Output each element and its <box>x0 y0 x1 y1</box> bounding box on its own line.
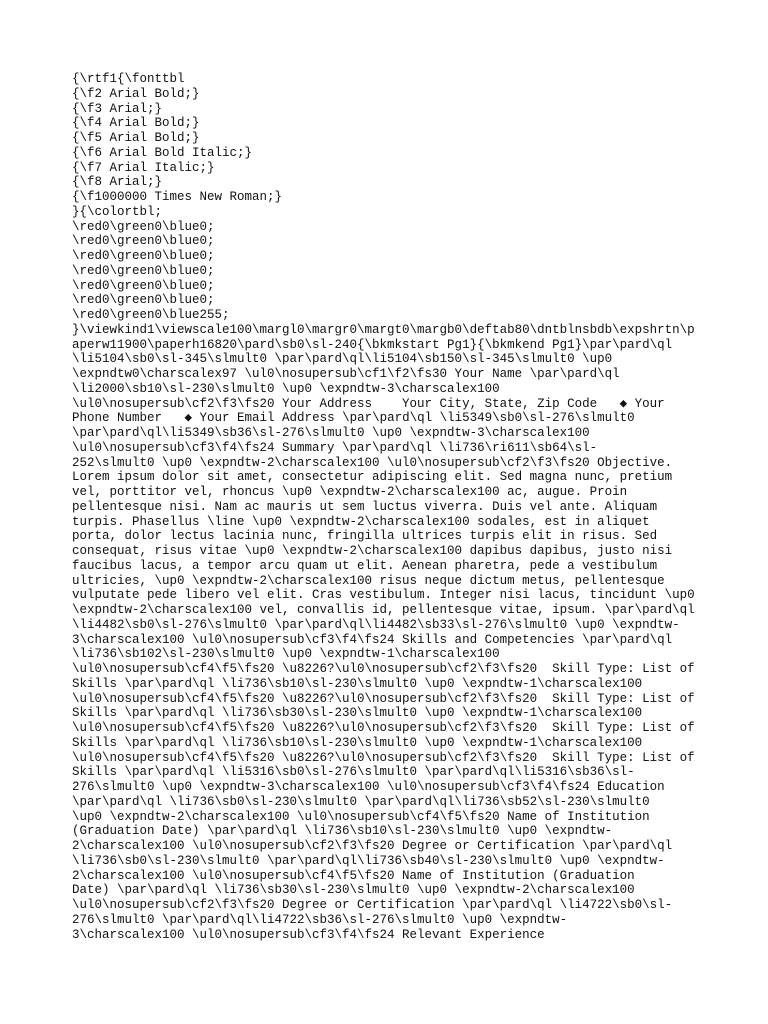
text-line: \red0\green0\blue0; <box>72 249 215 263</box>
text-line: Lorem ipsum dolor sit amet, consectetur adipiscing elit. Sed magna nunc, pretium <box>72 470 673 485</box>
text-line: Skills \par\pard\ql \li736\sb10\sl-230\slmult0 \up0 \expndtw-1\charscalex100 <box>72 735 643 750</box>
text-line: {\f6 Arial Bold Italic;} <box>72 145 253 160</box>
text-line: \red0\green0\blue0; <box>72 293 215 308</box>
text-line: {\rtf1{\fonttbl <box>72 72 185 86</box>
text-line: \ul0\nosupersub\cf4\f5\fs20 \u8226?\ul0\nosupersub\cf2\f3\fs20 Skill Type: List of <box>72 691 695 706</box>
text-line: porta, dolor lectus lacinia nunc, fringilla ultrices turpis elit in risus. Sed <box>72 529 658 544</box>
text-line: \par\pard\ql\li5349\sb36\sl-276\slmult0 \up0 \expndtw-3\charscalex100 <box>72 426 590 440</box>
text-line: Skills \par\pard\ql \li736\sb30\sl-230\slmult0 \up0 \expndtw-1\charscalex100 <box>72 706 643 721</box>
text-line: \ul0\nosupersub\cf2\f3\fs20 Your Address Your City, State, Zip Code ◆ Your <box>72 396 665 411</box>
text-line: \expndtw0\charscalex97 \ul0\nosupersub\cf1\f2\fs30 Your Name \par\pard\ql <box>72 367 620 381</box>
text-line: }\viewkind1\viewscale100\margl0\margr0\margt0\margb0\deftab80\dntblnsbdb\expshrtn\p <box>72 322 695 337</box>
text-line: vel, porttitor vel, rhoncus \up0 \expndtw-2\charscalex100 ac, augue. Proin <box>72 485 628 499</box>
text-line: {\f3 Arial;} <box>72 101 163 116</box>
text-line: consequat, risus vitae \up0 \expndtw-2\charscalex100 dapibus dapibus, justo nisi <box>72 544 673 558</box>
text-line: }{\colortbl; <box>72 204 163 219</box>
text-line: 276\slmult0 \par\pard\ql\li4722\sb36\sl-276\slmult0 \up0 \expndtw- <box>72 912 568 927</box>
text-line: 252\slmult0 \up0 \expndtw-2\charscalex100 \ul0\nosupersub\cf2\f3\fs20 Objective. <box>72 455 673 470</box>
text-line: ultricies, \up0 \expndtw-2\charscalex100 risus neque dictum metus, pellentesque <box>72 573 665 588</box>
text-line: 276\slmult0 \up0 \expndtw-3\charscalex100 \ul0\nosupersub\cf3\f4\fs24 Education <box>72 780 665 794</box>
text-line: (Graduation Date) \par\pard\ql \li736\sb10\sl-230\slmult0 \up0 \expndtw- <box>72 824 613 839</box>
text-line: \red0\green0\blue0; <box>72 263 215 278</box>
text-line: 2\charscalex100 \ul0\nosupersub\cf4\f5\fs20 Name of Institution (Graduation <box>72 868 635 883</box>
text-line: \ul0\nosupersub\cf4\f5\fs20 \u8226?\ul0\nosupersub\cf2\f3\fs20 Skill Type: List of <box>72 721 695 735</box>
text-line: \li5104\sb0\sl-345\slmult0 \par\pard\ql\li5104\sb150\sl-345\slmult0 \up0 <box>72 352 613 367</box>
text-line: \li4482\sb0\sl-276\slmult0 \par\pard\ql\li4482\sb33\sl-276\slmult0 \up0 \expndtw- <box>72 617 680 632</box>
document-page <box>72 72 702 942</box>
text-line: \li736\sb102\sl-230\slmult0 \up0 \expndtw-1\charscalex100 <box>72 647 500 662</box>
text-line: Skills \par\pard\ql \li736\sb10\sl-230\slmult0 \up0 \expndtw-1\charscalex100 <box>72 676 643 691</box>
text-line: 2\charscalex100 \ul0\nosupersub\cf2\f3\fs20 Degree or Certification \par\pard\ql <box>72 839 673 853</box>
text-line: {\f1000000 Times New Roman;} <box>72 190 283 204</box>
text-line: 3\charscalex100 \ul0\nosupersub\cf3\f4\fs24 Relevant Experience <box>72 927 545 942</box>
text-line: vulputate pede libero vel elit. Cras vestibulum. Integer nisi lacus, tincidunt \up0 <box>72 588 695 603</box>
text-line: \par\pard\ql \li736\sb0\sl-230\slmult0 \par\pard\ql\li736\sb52\sl-230\slmult0 <box>72 794 650 809</box>
text-line: \li736\sb0\sl-230\slmult0 \par\pard\ql\li736\sb40\sl-230\slmult0 \up0 \expndtw- <box>72 853 665 868</box>
text-line: \red0\green0\blue0; <box>72 234 215 249</box>
text-line: \ul0\nosupersub\cf2\f3\fs20 Degree or Certification \par\pard\ql \li4722\sb0\sl- <box>72 898 673 912</box>
text-line: \li2000\sb10\sl-230\slmult0 \up0 \expndtw-3\charscalex100 <box>72 381 500 396</box>
text-line: \ul0\nosupersub\cf3\f4\fs24 Summary \par\pard\ql \li736\ri611\sb64\sl- <box>72 440 598 455</box>
text-line: Skills \par\pard\ql \li5316\sb0\sl-276\slmult0 \par\pard\ql\li5316\sb36\sl- <box>72 765 635 780</box>
text-line: \red0\green0\blue0; <box>72 219 215 234</box>
text-line: \up0 \expndtw-2\charscalex100 \ul0\nosupersub\cf4\f5\fs20 Name of Institution <box>72 809 650 824</box>
text-line: {\f2 Arial Bold;} <box>72 86 200 101</box>
text-line: {\f5 Arial Bold;} <box>72 131 200 145</box>
text-line: \ul0\nosupersub\cf4\f5\fs20 \u8226?\ul0\nosupersub\cf2\f3\fs20 Skill Type: List of <box>72 662 695 676</box>
text-line: \expndtw-2\charscalex100 vel, convallis id, pellentesque vitae, ipsum. \par\pard\ql <box>72 603 695 617</box>
text-line: turpis. Phasellus \line \up0 \expndtw-2\charscalex100 sodales, est in aliquet <box>72 514 650 529</box>
text-line: {\f7 Arial Italic;} <box>72 160 215 175</box>
text-line: pellentesque nisi. Nam ac mauris ut sem luctus viverra. Duis vel ante. Aliquam <box>72 499 658 514</box>
text-line: \ul0\nosupersub\cf4\f5\fs20 \u8226?\ul0\nosupersub\cf2\f3\fs20 Skill Type: List of <box>72 750 695 765</box>
text-line: {\f8 Arial;} <box>72 175 163 190</box>
text-line: \red0\green0\blue0; <box>72 278 215 293</box>
text-line: 3\charscalex100 \ul0\nosupersub\cf3\f4\fs24 Skills and Competencies \par\pard\ql <box>72 632 673 647</box>
text-line: Date) \par\pard\ql \li736\sb30\sl-230\slmult0 \up0 \expndtw-2\charscalex100 <box>72 883 635 898</box>
text-line: aperw11900\paperh16820\pard\sb0\sl-240{\bkmkstart Pg1}{\bkmkend Pg1}\par\pard\ql <box>72 337 673 352</box>
text-line: {\f4 Arial Bold;} <box>72 116 200 131</box>
text-line: \red0\green0\blue255; <box>72 308 230 322</box>
text-line: Phone Number ◆ Your Email Address \par\pard\ql \li5349\sb0\sl-276\slmult0 <box>72 411 635 426</box>
text-line: faucibus lacus, a tempor arcu quam ut elit. Aenean pharetra, pede a vestibulum <box>72 558 658 573</box>
